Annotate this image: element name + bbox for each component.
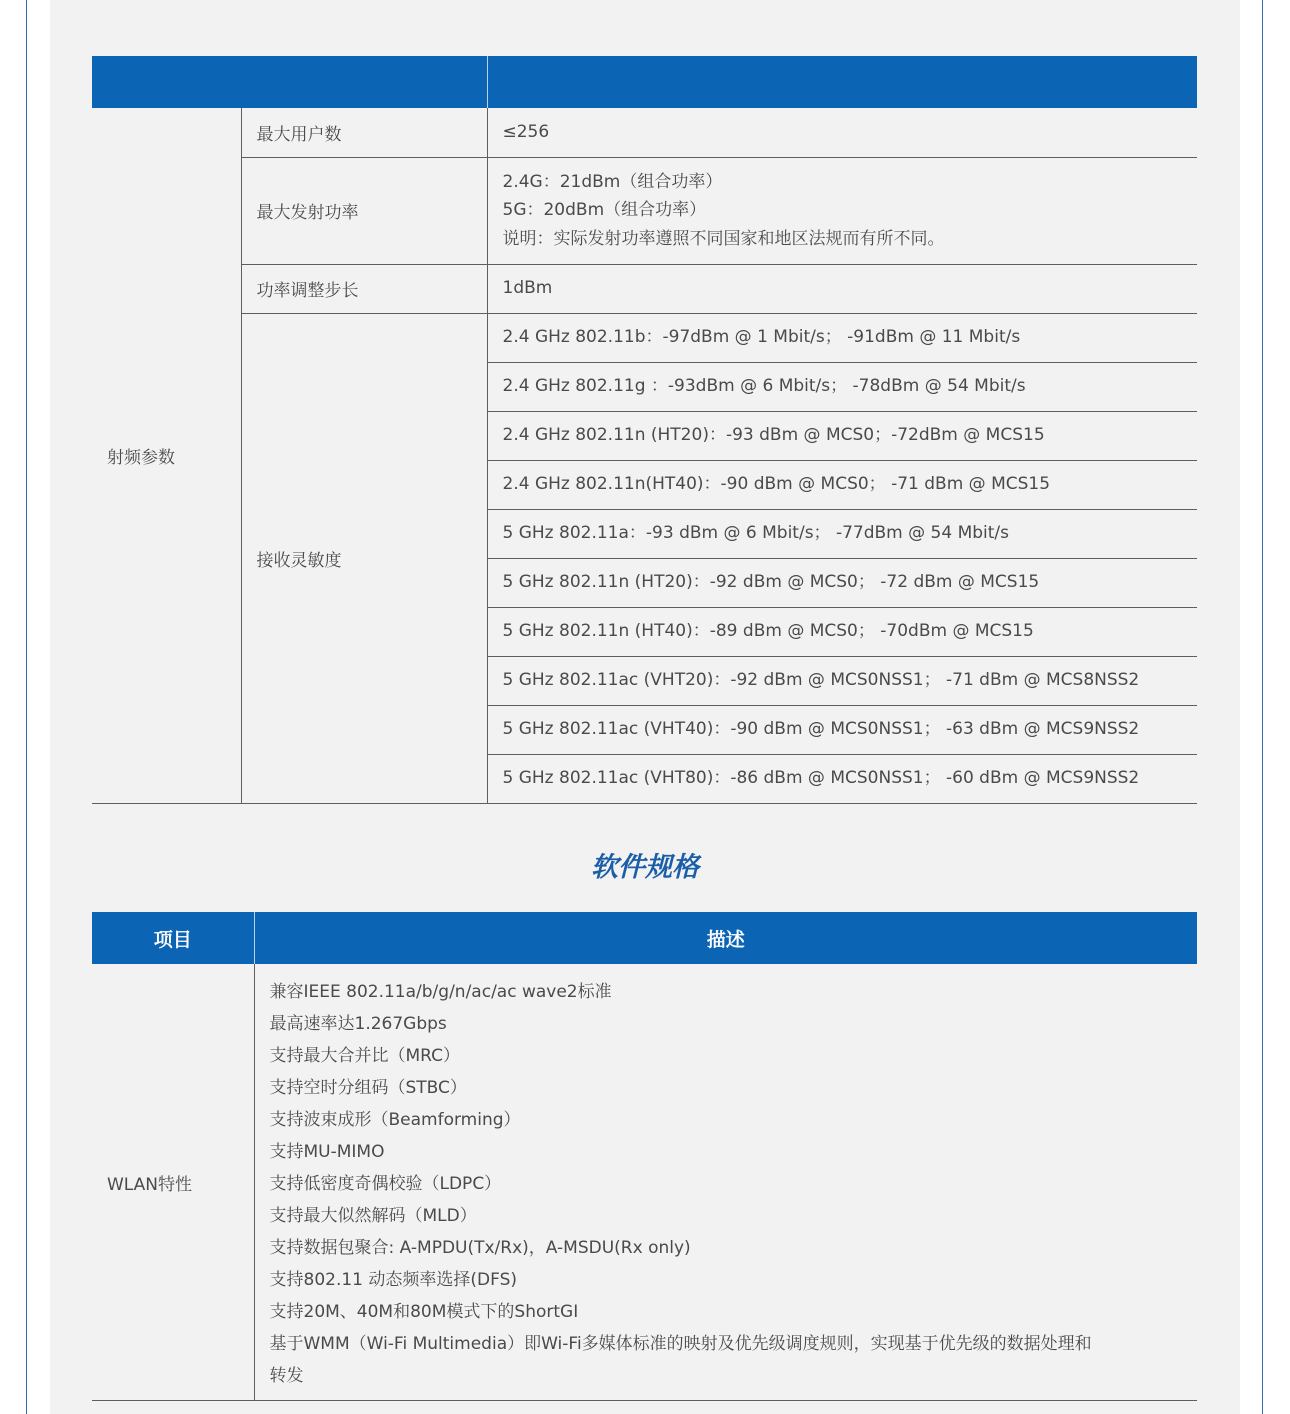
sensitivity-value: 5 GHz 802.11ac (VHT40)：-90 dBm @ MCS0NSS1； -63 dBm @ MCS9NSS2: [487, 705, 1197, 754]
table-row: [92, 157, 1197, 264]
sensitivity-value: 2.4 GHz 802.11g ：-93dBm @ 6 Mbit/s； -78dBm @ 54 Mbit/s: [487, 362, 1197, 411]
feature-line: 支持最大似然解码（MLD）: [269, 1206, 477, 1226]
value-line: 2.4G：21dBm（组合功率）: [502, 171, 723, 192]
sensitivity-value: 5 GHz 802.11a：-93 dBm @ 6 Mbit/s； -77dBm @ 54 Mbit/s: [487, 509, 1197, 558]
feature-line: 支持数据包聚合: A-MPDU(Tx/Rx)，A-MSDU(Rx only): [269, 1238, 691, 1258]
feature-line: 基于WMM（Wi-Fi Multimedia）即Wi-Fi多媒体标准的映射及优先级调度规则，实现基于优先级的数据处理和: [269, 1334, 1092, 1354]
feature-line: 支持MU-MIMO: [269, 1142, 385, 1162]
sw-table-header: [92, 912, 1197, 964]
sw-category-cell: WLAN特性: [92, 964, 254, 1401]
header-item: 项目: [92, 912, 254, 964]
table-row: [92, 964, 1197, 1401]
sensitivity-value: 2.4 GHz 802.11n(HT40)：-90 dBm @ MCS0； -71 dBm @ MCS15: [487, 460, 1197, 509]
software-spec-table: [92, 912, 1197, 1401]
rf-header-cell-right: [487, 56, 1197, 108]
table-row: [92, 264, 1197, 313]
param-max-users: 最大用户数: [241, 108, 487, 157]
rf-parameters-table: [92, 56, 1197, 804]
value-line: 说明：实际发射功率遵照不同国家和地区法规而有所不同。: [502, 228, 945, 249]
value-max-tx-power: [487, 157, 1197, 264]
sw-description-cell: [254, 964, 1197, 1401]
rf-category-cell: 射频参数: [92, 108, 241, 803]
rf-header-cell-left: [92, 56, 487, 108]
feature-line: 最高速率达1.267Gbps: [269, 1014, 447, 1034]
param-power-step: 功率调整步长: [241, 264, 487, 313]
sensitivity-value: 2.4 GHz 802.11b：-97dBm @ 1 Mbit/s； -91dBm @ 11 Mbit/s: [487, 313, 1197, 362]
value-line: 5G：20dBm（组合功率）: [502, 200, 707, 221]
value-power-step: 1dBm: [487, 264, 1197, 313]
feature-line: 支持20M、40M和80M模式下的ShortGI: [269, 1302, 579, 1322]
param-max-tx-power: 最大发射功率: [241, 157, 487, 264]
sensitivity-value: 5 GHz 802.11n (HT40)：-89 dBm @ MCS0； -70dBm @ MCS15: [487, 607, 1197, 656]
right-edge-line: [1262, 0, 1263, 1414]
left-edge-line: [26, 0, 27, 1414]
feature-line: 兼容IEEE 802.11a/b/g/n/ac/ac wave2标准: [269, 982, 612, 1002]
sensitivity-value: 5 GHz 802.11ac (VHT80)：-86 dBm @ MCS0NSS1； -60 dBm @ MCS9NSS2: [487, 754, 1197, 803]
feature-line: 支持波束成形（Beamforming）: [269, 1110, 521, 1130]
section-title-software: 软件规格: [591, 852, 699, 883]
sensitivity-value: 5 GHz 802.11ac (VHT20)：-92 dBm @ MCS0NSS1； -71 dBm @ MCS8NSS2: [487, 656, 1197, 705]
sensitivity-value: 5 GHz 802.11n (HT20)：-92 dBm @ MCS0； -72 dBm @ MCS15: [487, 558, 1197, 607]
feature-line: 支持空时分组码（STBC）: [269, 1078, 467, 1098]
value-max-users: ≤256: [487, 108, 1197, 157]
header-description: 描述: [254, 912, 1197, 964]
param-rx-sensitivity: 接收灵敏度: [241, 313, 487, 803]
rf-table-header: [92, 56, 1197, 108]
feature-line: 转发: [269, 1366, 304, 1386]
table-row: [92, 108, 1197, 157]
feature-line: 支持低密度奇偶校验（LDPC）: [269, 1174, 502, 1194]
feature-line: 支持最大合并比（MRC）: [269, 1046, 461, 1066]
sensitivity-value: 2.4 GHz 802.11n (HT20)：-93 dBm @ MCS0；-72dBm @ MCS15: [487, 411, 1197, 460]
table-row: [92, 313, 1197, 362]
feature-line: 支持802.11 动态频率选择(DFS): [269, 1270, 518, 1290]
